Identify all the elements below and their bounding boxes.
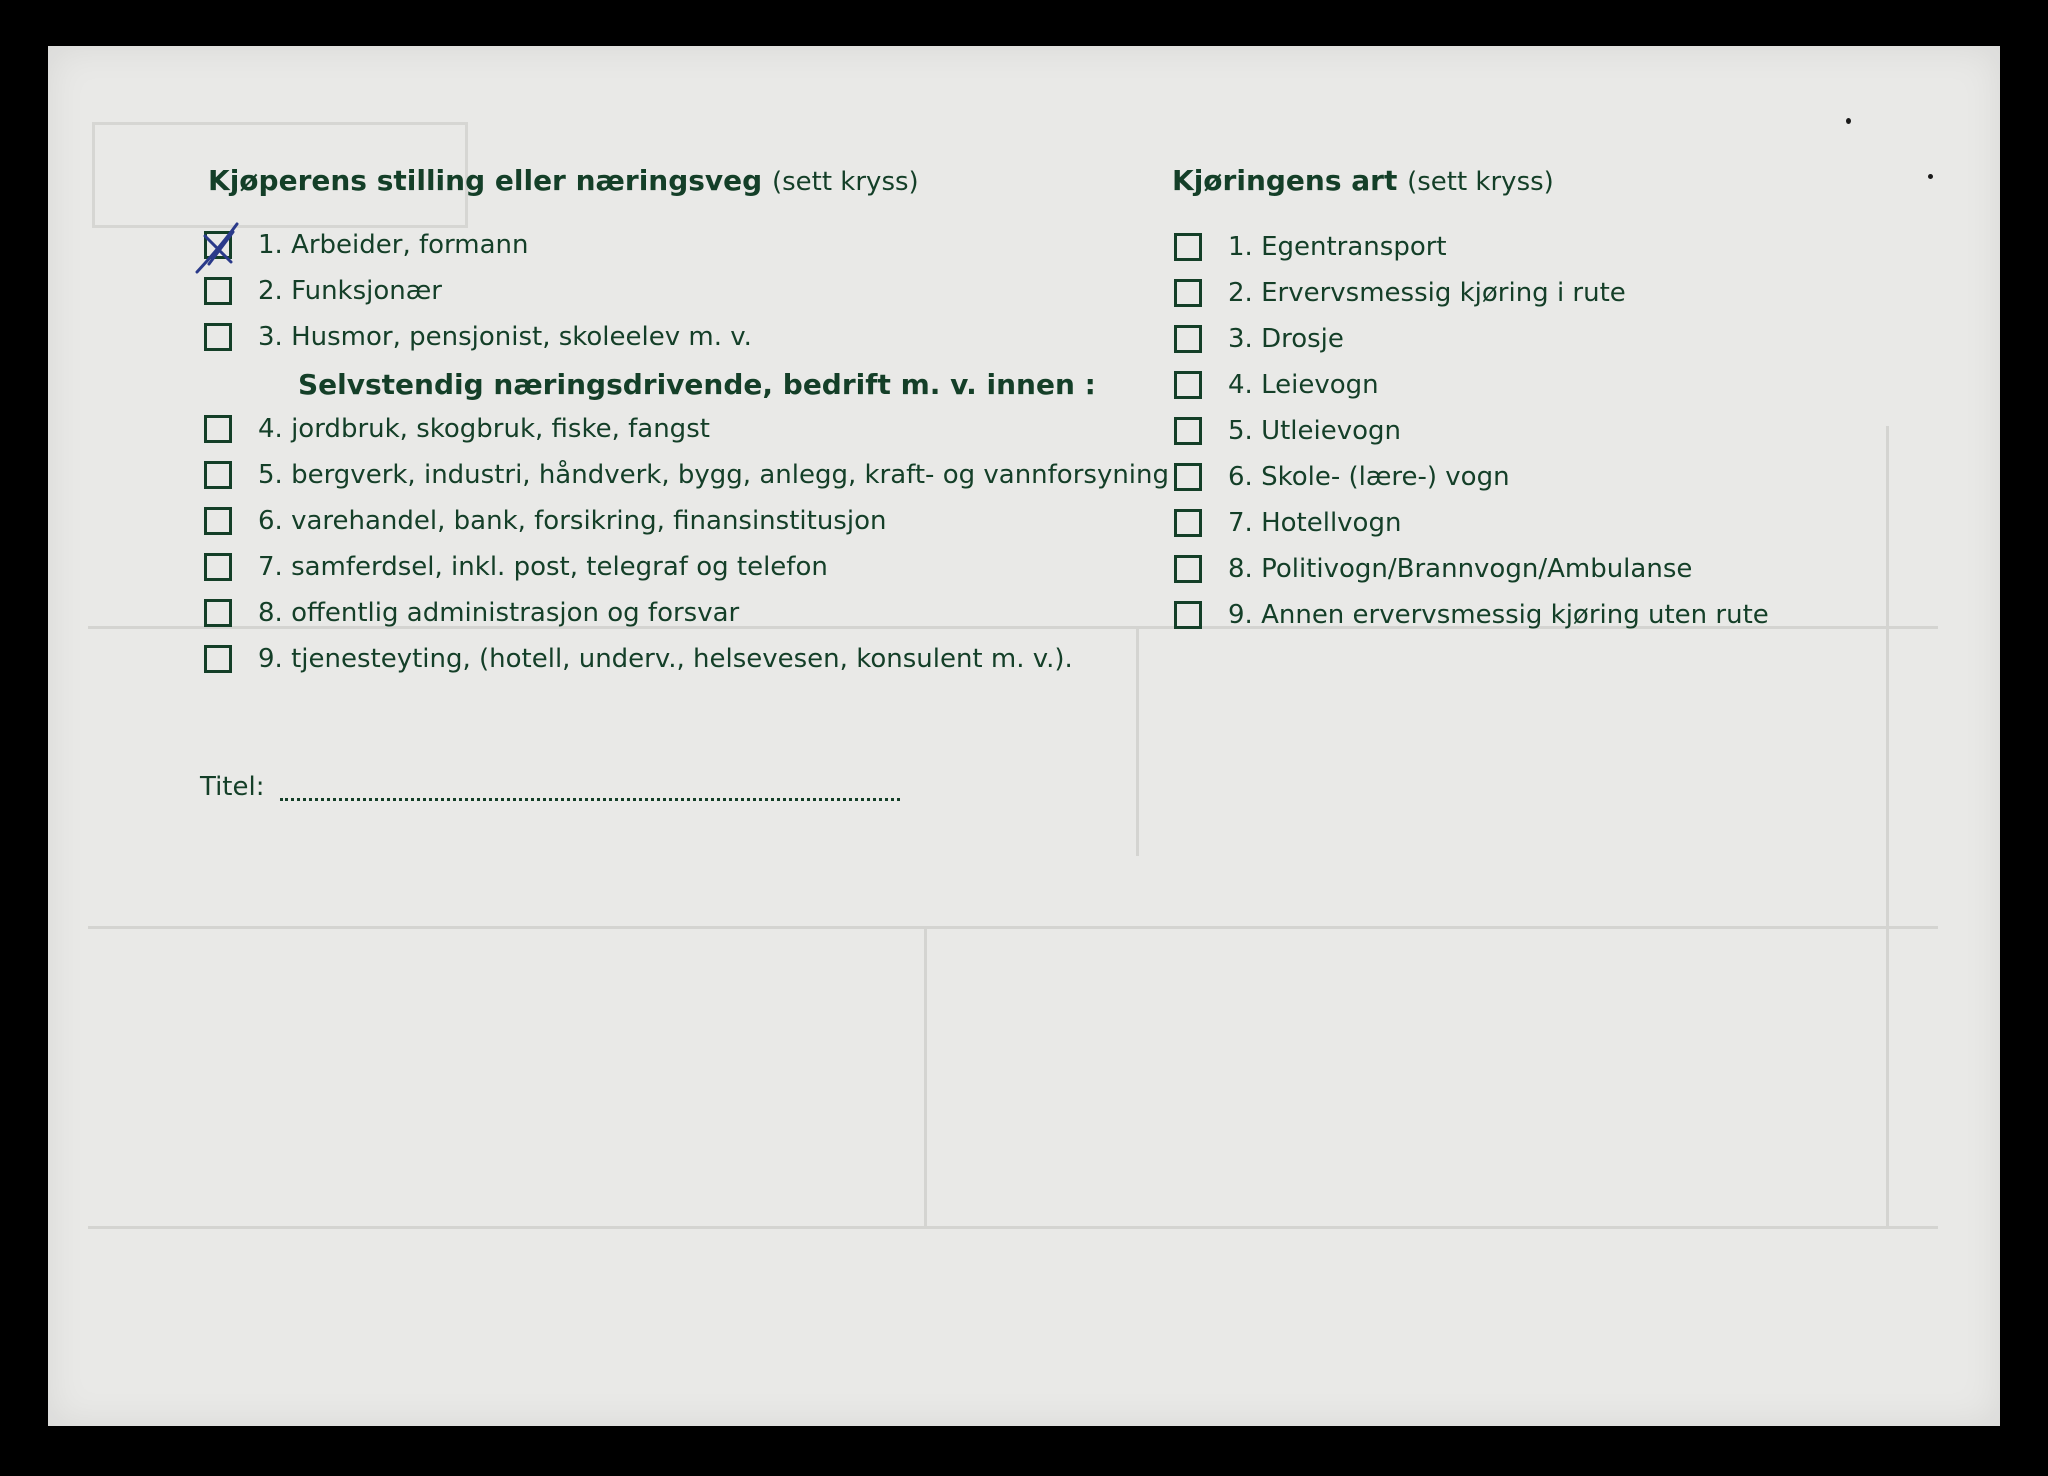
buyer-business-option-9[interactable] [204, 642, 1073, 676]
checkbox[interactable] [1174, 371, 1202, 399]
bleed-through-line [88, 926, 1938, 929]
option-label: 9. Annen ervervsmessig kjøring uten rute [1228, 600, 1769, 630]
option-label: 6. varehandel, bank, forsikring, finansinstitusjon [258, 506, 887, 536]
handwritten-check-icon [191, 220, 251, 276]
titel-field[interactable] [280, 798, 900, 801]
checkbox[interactable] [204, 553, 232, 581]
checkbox[interactable] [204, 323, 232, 351]
option-label: 7. Hotellvogn [1228, 508, 1402, 538]
checkbox[interactable] [204, 461, 232, 489]
checkbox[interactable] [1174, 279, 1202, 307]
bleed-through-vline [1886, 426, 1889, 1226]
checkbox[interactable] [204, 231, 232, 259]
buyer-business-option-8[interactable] [204, 596, 739, 630]
ink-speck [1846, 118, 1851, 124]
checkbox[interactable] [1174, 233, 1202, 261]
buyer-occupation-option-1[interactable] [204, 228, 529, 262]
driving-type-option-9[interactable] [1174, 598, 1769, 632]
checkbox[interactable] [1174, 463, 1202, 491]
driving-type-option-1[interactable] [1174, 230, 1447, 264]
driving-type-option-4[interactable] [1174, 368, 1379, 402]
buyer-business-option-4[interactable] [204, 412, 710, 446]
option-label: 2. Ervervsmessig kjøring i rute [1228, 278, 1626, 308]
buyer-occupation-option-3[interactable] [204, 320, 752, 354]
form-sheet [48, 46, 2000, 1426]
bleed-through-vline [1136, 626, 1139, 856]
checkbox[interactable] [204, 415, 232, 443]
option-label: 4. jordbruk, skogbruk, fiske, fangst [258, 414, 710, 444]
checkbox[interactable] [1174, 509, 1202, 537]
driving-type-option-6[interactable] [1174, 460, 1510, 494]
option-label: 3. Husmor, pensjonist, skoleelev m. v. [258, 322, 752, 352]
option-label: 1. Egentransport [1228, 232, 1447, 262]
buyer-business-option-6[interactable] [204, 504, 886, 538]
driving-type-option-7[interactable] [1174, 506, 1401, 540]
self-employed-subheading: Selvstendig næringsdrivende, bedrift m. v. innen : [298, 368, 1096, 401]
buyer-business-option-7[interactable] [204, 550, 828, 584]
checkbox[interactable] [1174, 325, 1202, 353]
driving-type-option-3[interactable] [1174, 322, 1344, 356]
buyer-occupation-option-2[interactable] [204, 274, 442, 308]
buyer-business-option-5[interactable] [204, 458, 1169, 492]
checkbox[interactable] [1174, 555, 1202, 583]
checkbox[interactable] [204, 277, 232, 305]
option-label: 2. Funksjonær [258, 276, 442, 306]
option-label: 8. Politivogn/Brannvogn/Ambulanse [1228, 554, 1693, 584]
driving-type-option-8[interactable] [1174, 552, 1692, 586]
bleed-through-line [88, 1226, 1938, 1229]
option-label: 9. tjenesteyting, (hotell, underv., helsevesen, konsulent m. v.). [258, 644, 1073, 674]
ink-speck [1928, 174, 1933, 179]
checkbox[interactable] [204, 599, 232, 627]
buyer-occupation-heading: Kjøperens stilling eller næringsveg (sett kryss) [208, 164, 919, 197]
checkbox[interactable] [204, 645, 232, 673]
option-label: 5. Utleievogn [1228, 416, 1402, 446]
checkbox[interactable] [1174, 417, 1202, 445]
driving-type-option-2[interactable] [1174, 276, 1626, 310]
option-label: 7. samferdsel, inkl. post, telegraf og telefon [258, 552, 828, 582]
option-label: 1. Arbeider, formann [258, 230, 529, 260]
titel-label: Titel: [200, 772, 265, 802]
option-label: 5. bergverk, industri, håndverk, bygg, anlegg, kraft- og vannforsyning [258, 460, 1170, 490]
driving-type-heading: Kjøringens art (sett kryss) [1172, 164, 1554, 197]
driving-type-option-5[interactable] [1174, 414, 1401, 448]
option-label: 3. Drosje [1228, 324, 1344, 354]
checkbox[interactable] [204, 507, 232, 535]
option-label: 6. Skole- (lære-) vogn [1228, 462, 1510, 492]
checkbox[interactable] [1174, 601, 1202, 629]
option-label: 4. Leievogn [1228, 370, 1379, 400]
bleed-through-vline [924, 926, 927, 1226]
option-label: 8. offentlig administrasjon og forsvar [258, 598, 740, 628]
